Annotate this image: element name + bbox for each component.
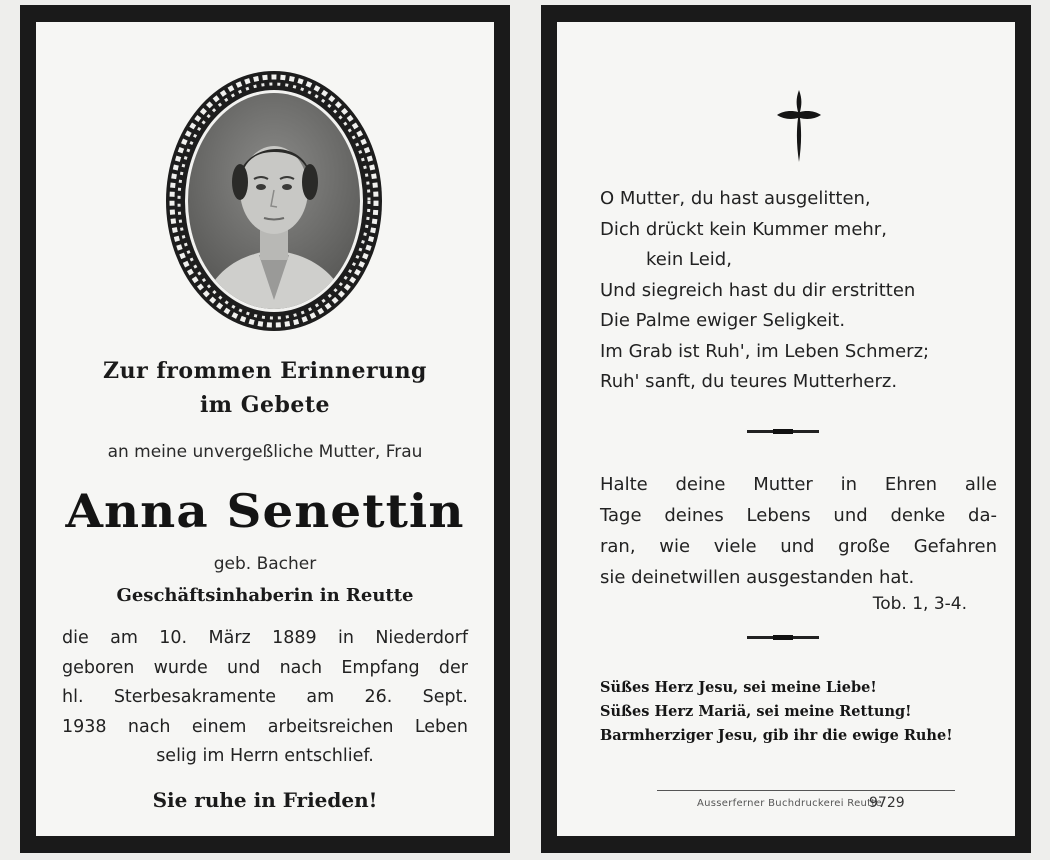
poem-line: Ruh' sanft, du teures Mutterherz.	[600, 371, 898, 392]
left-panel-paper	[36, 22, 494, 836]
poem-line: kein Leid,	[646, 249, 732, 270]
poem-line: Die Palme ewiger Seligkeit.	[600, 310, 846, 331]
biography	[62, 624, 468, 772]
printer-rule	[657, 790, 955, 791]
poem-line: Dich drückt kein Kummer mehr,	[600, 218, 887, 240]
quote-line: sie deinetwillen ausgestanden hat.	[600, 567, 915, 588]
prayer-line: Süßes Herz Jesu, sei meine Liebe!	[600, 679, 877, 696]
printer-number: 9729	[869, 795, 905, 811]
bio-line: geboren wurde und nach Empfang der	[62, 657, 468, 678]
poem	[600, 184, 1000, 398]
bio-line: die am 10. März 1889 in Niederdorf	[62, 628, 468, 648]
maiden-name: geb. Bacher	[213, 554, 317, 574]
bio-line: hl. Sterbesakramente am 26. Sept.	[62, 687, 468, 707]
poem-line: Und siegreich hast du dir erstritten	[600, 279, 916, 301]
poem-line: Im Grab ist Ruh', im Leben Schmerz;	[600, 340, 930, 362]
heading-line-1: Zur frommen Erinnerung	[103, 358, 427, 384]
section-divider	[747, 430, 819, 433]
portrait-photo	[164, 70, 384, 332]
scripture-quote	[600, 469, 997, 593]
bio-line: selig im Herrn entschlief.	[156, 746, 374, 766]
right-panel-paper	[557, 22, 1015, 836]
quote-line: Tage deines Lebens und denke da-	[600, 505, 997, 526]
intro-text: an meine unvergeßliche Mutter, Frau	[107, 442, 423, 462]
deceased-name: Anna Senettin	[65, 484, 465, 538]
poem-line: O Mutter, du hast ausgelitten,	[600, 188, 871, 209]
heading-line-2: im Gebete	[199, 392, 331, 418]
portrait-frame	[164, 70, 384, 332]
prayer-line: Süßes Herz Mariä, sei meine Rettung!	[600, 703, 912, 720]
scripture-reference: Tob. 1, 3-4.	[872, 594, 967, 614]
closing-blessing: Sie ruhe in Frieden!	[152, 788, 378, 812]
quote-line: ran, wie viele und große Gefahren	[600, 536, 997, 557]
right-memorial-panel	[541, 5, 1031, 853]
occupation: Geschäftsinhaberin in Reutte	[116, 585, 414, 606]
bio-line: 1938 nach einem arbeitsreichen Leben	[62, 716, 468, 737]
quote-line: Halte deine Mutter in Ehren alle	[600, 474, 997, 495]
cross-icon	[769, 86, 829, 166]
printer-imprint: Ausserferner Buchdruckerei Reutte	[697, 798, 883, 809]
section-divider	[747, 636, 819, 639]
left-memorial-panel	[20, 5, 510, 853]
prayer-invocations	[600, 676, 1002, 748]
prayer-line: Barmherziger Jesu, gib ihr die ewige Ruhe!	[600, 727, 953, 744]
